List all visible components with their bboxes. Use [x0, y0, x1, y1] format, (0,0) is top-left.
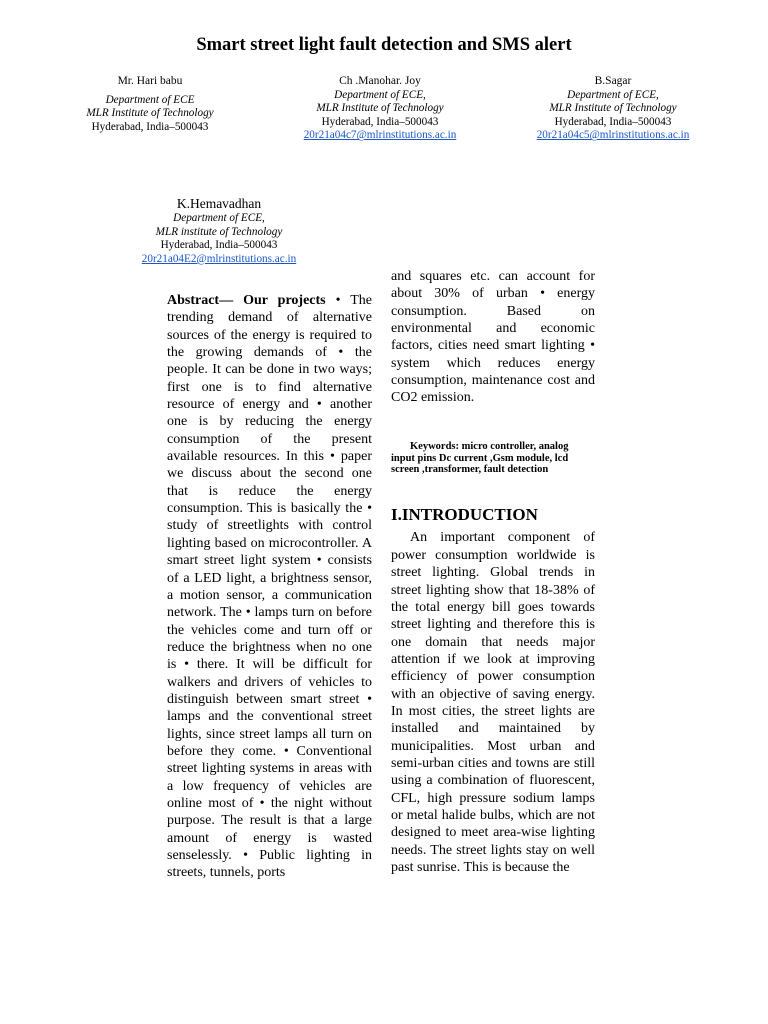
- author-institute: MLR institute of Technology: [155, 225, 283, 238]
- abstract-continuation: and squares etc. can account for about 30% of urban • energy consumption. Based on environmental and economic factors, cities need smart lighting • system which reduces energy consumption, maintenance cost and CO2 emission.: [391, 269, 595, 406]
- author-name: Ch .Manohar. Joy: [339, 75, 421, 87]
- author-address: Hyderabad, India–500043: [160, 239, 278, 252]
- author-address: Hyderabad, India–500043: [91, 120, 209, 133]
- keywords-label: Keywords:: [410, 440, 459, 452]
- author-department: Department of ECE,: [334, 88, 426, 101]
- author-department: Department of ECE,: [567, 88, 659, 101]
- abstract-column: [167, 292, 372, 882]
- keywords-paragraph: [391, 441, 595, 476]
- author-name: K.Hemavadhan: [176, 196, 262, 211]
- author-department: Department of ECE,: [173, 212, 265, 224]
- author-institute: MLR Institute of Technology: [549, 102, 677, 115]
- author-institute: MLR Institute of Technology: [86, 107, 214, 120]
- author-name: Mr. Hari babu: [117, 75, 183, 87]
- keywords-text: micro controller, analog input pins Dc current ,Gsm module, lcd screen ,transformer, fault detection: [391, 440, 569, 476]
- author-block-3: [518, 75, 708, 143]
- author-block-1: [55, 75, 245, 134]
- author-email-link[interactable]: 20r21a04c7@mlrinstitutions.ac.in: [303, 129, 457, 142]
- abstract-paragraph: [167, 292, 372, 882]
- author-institute: MLR Institute of Technology: [316, 102, 444, 115]
- author-name: B.Sagar: [594, 75, 632, 87]
- author-block-2: [285, 75, 475, 143]
- paper-title: Smart street light fault detection and SMS alert: [196, 35, 572, 55]
- author-address: Hyderabad, India–500043: [554, 115, 672, 128]
- abstract-label: Abstract— Our projects: [167, 293, 326, 308]
- author-address: Hyderabad, India–500043: [321, 115, 439, 128]
- introduction-paragraph: An important component of power consumption worldwide is street lighting. Global trends in street lighting show that 18-38% of the total energy bill goes towards street lighting and therefore this is one domain that needs major attention if we look at improving efficiency of power consumption with an objective of saving energy. In most cities, the street lights are installed and maintained by municipalities. Most urban and semi-urban cities and towns are still using a combination of fluorescent, CFL, high pressure sodium lamps or metal halide bulbs, which are not designed to meet area-wise lighting needs. The street lights stay on well past sunrise. This is because the: [391, 530, 595, 876]
- abstract-text: • The trending demand of alternative sources of the energy is required to the growing demands of • the people. It can be done in two ways; first one is to find alternative resource of energy and • another one is by reducing the energy consumption of the present available resources. In this • paper we discuss about the second one that is reduce the energy consumption. This is basically the • study of streetlights with control lighting based on microcontroller. A smart street light system • consists of a LED light, a brightness sensor, a motion sensor, a communication network. The • lamps turn on before the vehicles come and turn off or reduce the brightness when no one is • there. It will be difficult for walkers and drivers of vehicles to distinguish between smart street • lamps and the conventional street lights, since street lamps all turn on before they come. • Conventional street lighting systems in areas with a low frequency of vehicles are online most of • the night without purpose. The result is that a large amount of energy is wasted senselessly. • Public lighting in streets, tunnels, ports: [167, 293, 372, 881]
- introduction-heading: I.INTRODUCTION: [391, 505, 538, 525]
- author-block-4: [114, 195, 324, 266]
- author-email-link[interactable]: 20r21a04c5@mlrinstitutions.ac.in: [536, 129, 690, 142]
- author-email-link[interactable]: 20r21a04E2@mlrinstitutions.ac.in: [141, 252, 297, 265]
- right-column: [391, 268, 595, 876]
- author-department: Department of ECE: [105, 93, 195, 106]
